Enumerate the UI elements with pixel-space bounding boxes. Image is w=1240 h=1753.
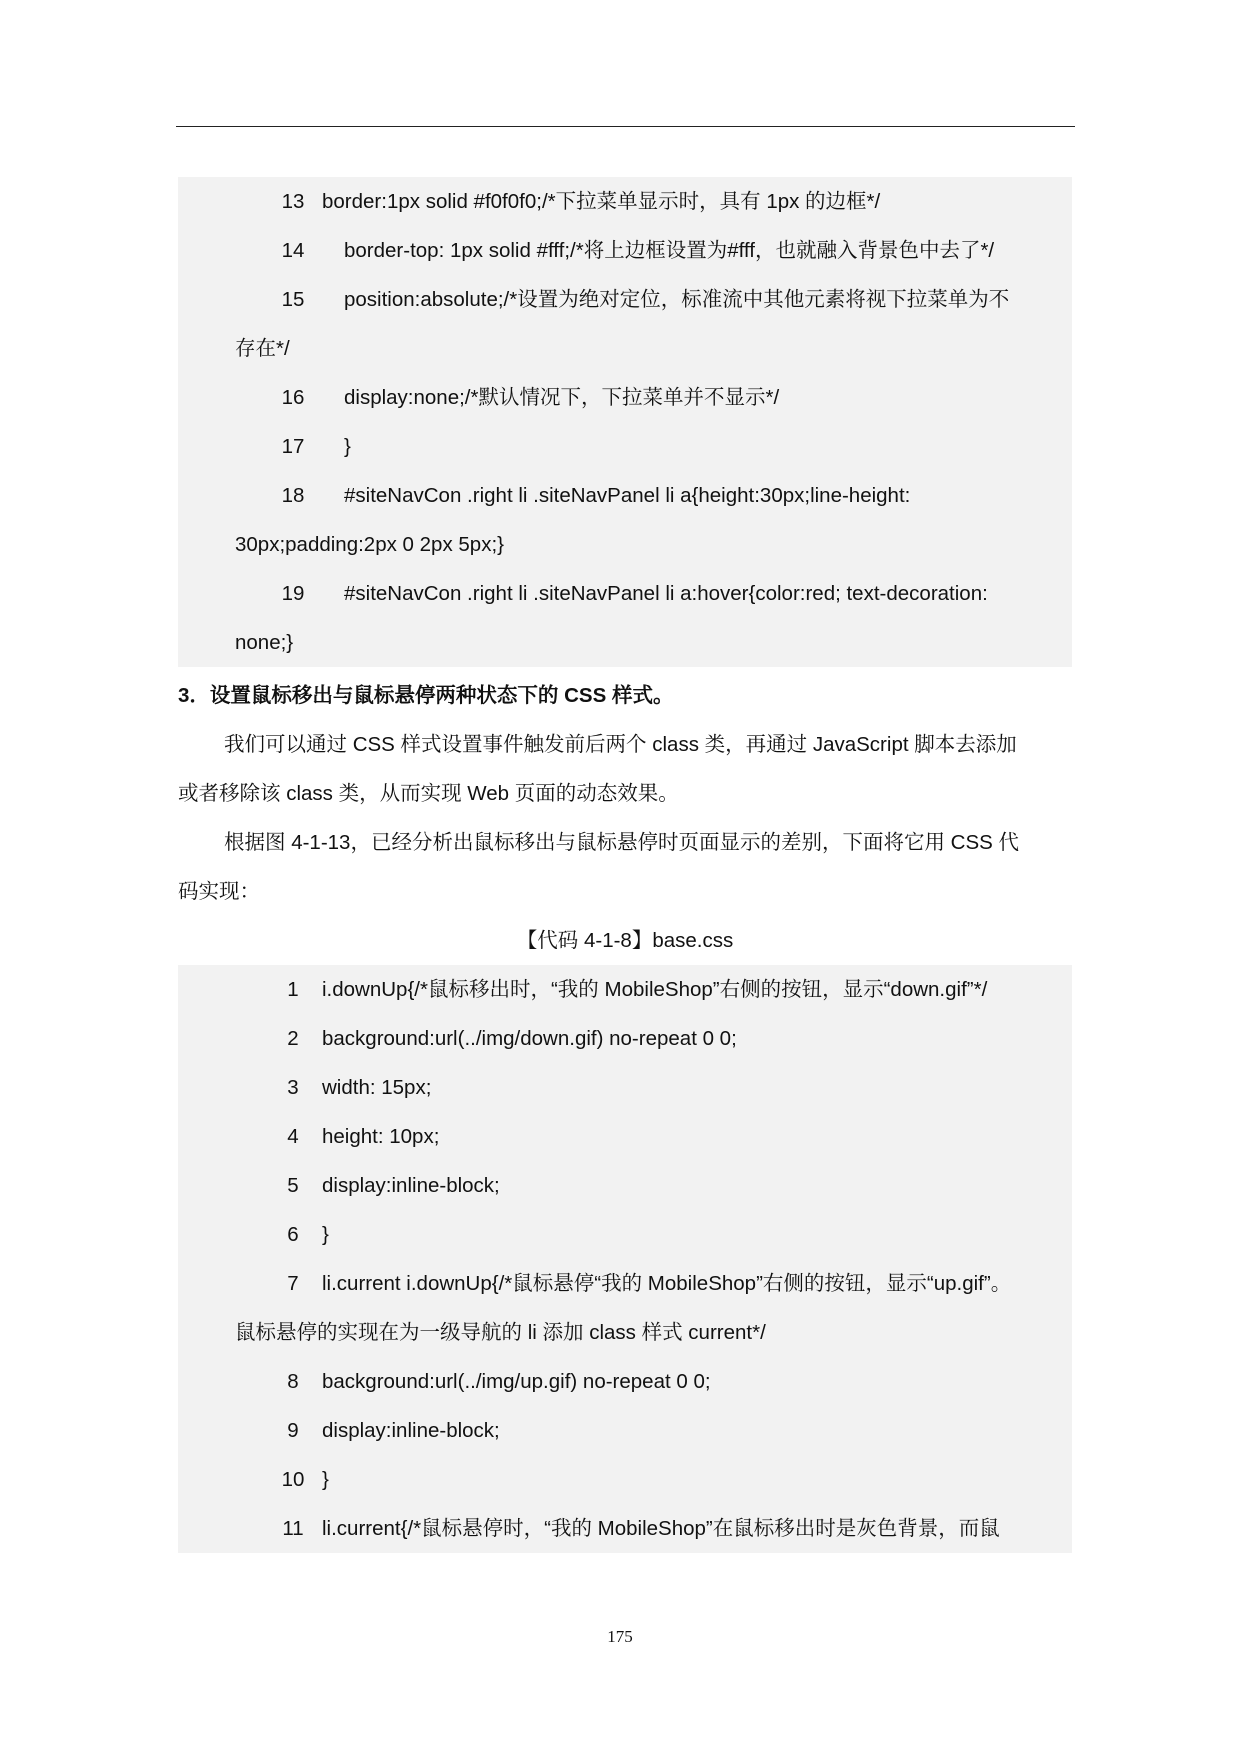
line-number: 16	[281, 386, 305, 409]
code-line	[178, 226, 1072, 275]
line-number: 8	[287, 1370, 299, 1393]
code-text: 存在*/	[235, 337, 290, 360]
code-text: }	[344, 435, 351, 458]
code-line-continuation	[178, 324, 1072, 373]
line-number: 14	[281, 239, 305, 262]
code-block-top	[178, 177, 1072, 667]
code-text: li.current{/*鼠标悬停时，“我的 MobileShop”在鼠标移出时是灰色背景，而鼠	[322, 1517, 1000, 1540]
page-number: 175	[607, 1627, 633, 1646]
line-number: 1	[287, 978, 299, 1001]
code-line	[178, 422, 1072, 471]
line-number: 6	[287, 1223, 299, 1246]
code-line	[178, 1357, 1072, 1406]
code-text: 30px;padding:2px 0 2px 5px;}	[235, 533, 504, 556]
paragraph-2-line-1: 根据图 4-1-13，已经分析出鼠标移出与鼠标悬停时页面显示的差别，下面将它用 CSS 代	[224, 831, 1019, 854]
code-text: display:inline-block;	[322, 1419, 500, 1442]
code-text: position:absolute;/*设置为绝对定位，标准流中其他元素将视下拉菜单为不	[344, 288, 1010, 311]
code-block-bottom	[178, 965, 1072, 1553]
code-text: border-top: 1px solid #fff;/*将上边框设置为#fff，也就融入背景色中去了*/	[344, 239, 995, 262]
line-number: 2	[287, 1027, 299, 1050]
line-number: 11	[282, 1517, 304, 1540]
line-number: 18	[281, 484, 305, 507]
code-line	[178, 1161, 1072, 1210]
line-number: 19	[281, 582, 305, 605]
code-line	[178, 1112, 1072, 1161]
line-number: 5	[287, 1174, 299, 1197]
code-line	[178, 1210, 1072, 1259]
code-line	[178, 177, 1072, 226]
code-line-continuation	[178, 1308, 1072, 1357]
code-text: height: 10px;	[322, 1125, 440, 1148]
line-number: 7	[287, 1272, 299, 1295]
header-rule	[176, 126, 1075, 127]
code-line	[178, 1259, 1072, 1308]
code-line	[178, 275, 1072, 324]
code-line-continuation	[178, 618, 1072, 667]
paragraph-1-line-1: 我们可以通过 CSS 样式设置事件触发前后两个 class 类，再通过 JavaScript 脚本去添加	[224, 733, 1017, 756]
code-line	[178, 373, 1072, 422]
line-number: 9	[287, 1419, 299, 1442]
code-line-continuation	[178, 520, 1072, 569]
line-number: 15	[281, 288, 305, 311]
line-number: 17	[281, 435, 305, 458]
code-text: }	[322, 1468, 329, 1491]
code-text: background:url(../img/up.gif) no-repeat 0 0;	[322, 1370, 711, 1393]
line-number: 13	[281, 190, 305, 213]
code-text: }	[322, 1223, 329, 1246]
code-line	[178, 965, 1072, 1014]
code-caption: 【代码 4-1-8】base.css	[516, 929, 734, 952]
code-text: li.current i.downUp{/*鼠标悬停“我的 MobileShop”右侧的按钮，显示“up.gif”。	[322, 1272, 1012, 1295]
code-text: width: 15px;	[322, 1076, 432, 1099]
code-text: i.downUp{/*鼠标移出时，“我的 MobileShop”右侧的按钮，显示“down.gif”*/	[322, 978, 988, 1001]
line-number: 10	[281, 1468, 305, 1491]
line-number: 3	[287, 1076, 299, 1099]
code-text: 鼠标悬停的实现在为一级导航的 li 添加 class 样式 current*/	[235, 1321, 766, 1344]
code-text: border:1px solid #f0f0f0;/*下拉菜单显示时，具有 1px 的边框*/	[322, 190, 881, 213]
code-line	[178, 471, 1072, 520]
code-text: none;}	[235, 631, 294, 654]
section-heading: 3．设置鼠标移出与鼠标悬停两种状态下的 CSS 样式。	[178, 684, 674, 707]
line-number: 4	[287, 1125, 299, 1148]
code-text: #siteNavCon .right li .siteNavPanel li a:hover{color:red; text-decoration:	[344, 582, 988, 605]
code-text: display:inline-block;	[322, 1174, 500, 1197]
code-line	[178, 1455, 1072, 1504]
code-line	[178, 1504, 1072, 1553]
code-text: display:none;/*默认情况下，下拉菜单并不显示*/	[344, 386, 780, 409]
code-line	[178, 569, 1072, 618]
code-text: background:url(../img/down.gif) no-repeat 0 0;	[322, 1027, 737, 1050]
paragraph-2-line-2: 码实现：	[178, 880, 260, 903]
code-text: #siteNavCon .right li .siteNavPanel li a{height:30px;line-height:	[344, 484, 911, 507]
code-line	[178, 1014, 1072, 1063]
code-line	[178, 1063, 1072, 1112]
paragraph-1-line-2: 或者移除该 class 类，从而实现 Web 页面的动态效果。	[178, 782, 679, 805]
code-line	[178, 1406, 1072, 1455]
